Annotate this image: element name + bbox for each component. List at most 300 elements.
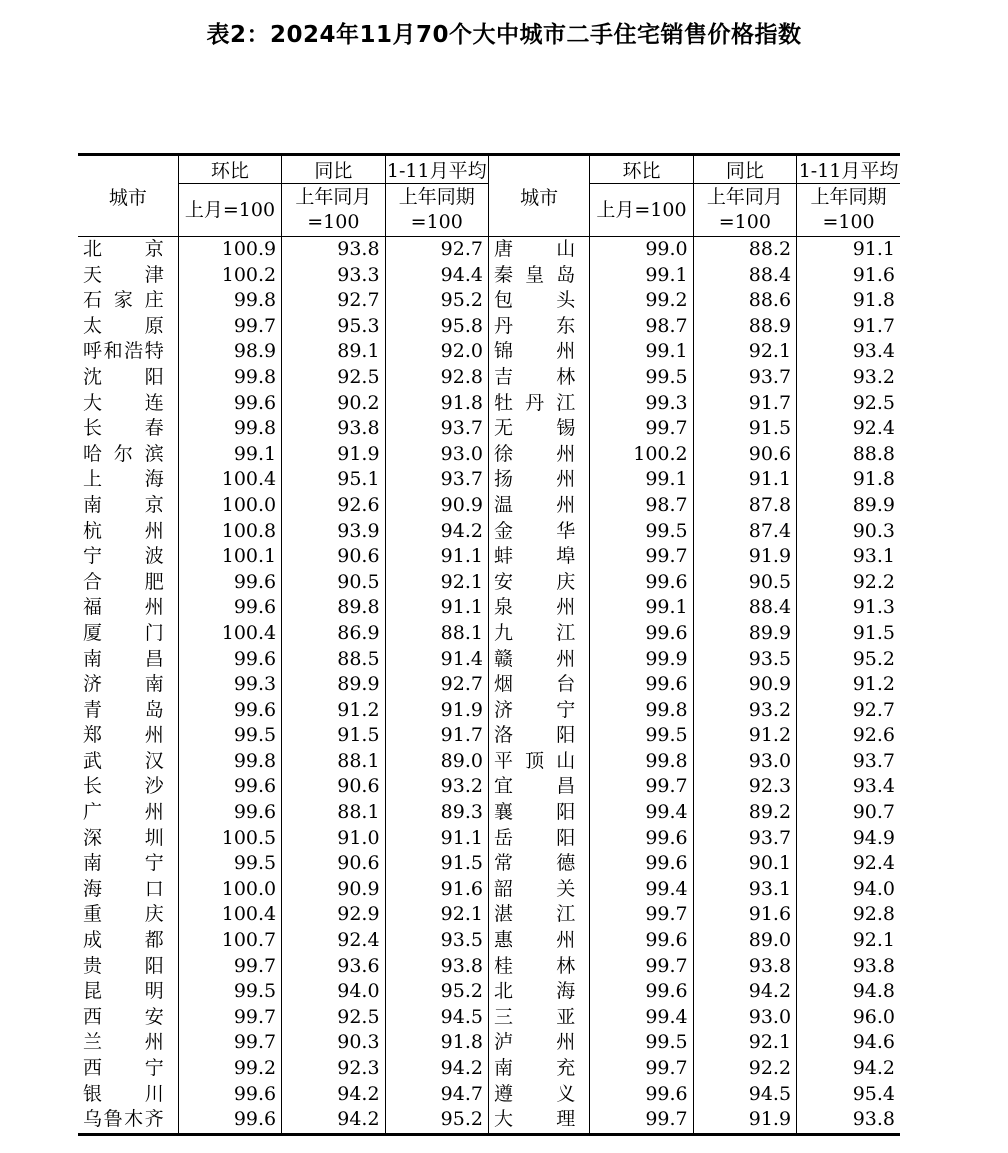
cell-avg-left: 91.8 xyxy=(385,391,488,417)
cell-mom-right: 99.5 xyxy=(590,723,693,749)
cell-city-left: 上海 xyxy=(83,468,164,491)
cell-mom-left: 100.5 xyxy=(178,826,281,852)
cell-city-left: 石家庄 xyxy=(83,289,164,312)
cell-yoy-left: 86.9 xyxy=(282,621,385,647)
cell-avg-right: 90.7 xyxy=(797,800,900,826)
table-row xyxy=(78,237,900,263)
cell-avg-right: 95.4 xyxy=(797,1082,900,1108)
cell-yoy-left: 93.8 xyxy=(282,416,385,442)
cell-city-right: 无锡 xyxy=(488,416,589,442)
cell-mom-left: 99.6 xyxy=(178,698,281,724)
cell-avg-right: 90.3 xyxy=(797,519,900,545)
header-row-1 xyxy=(78,155,900,184)
cell-city-left: 大连 xyxy=(83,391,164,414)
cell-yoy-right: 89.2 xyxy=(693,800,796,826)
cell-city-right: 九江 xyxy=(488,621,589,647)
cell-avg-left: 92.0 xyxy=(385,339,488,365)
cell-yoy-left: 91.0 xyxy=(282,826,385,852)
cell-city-left: 厦门 xyxy=(83,621,164,644)
cell-mom-right: 99.9 xyxy=(590,647,693,673)
cell-city-right: 惠州 xyxy=(488,928,589,954)
cell-avg-right: 94.0 xyxy=(797,877,900,903)
cell-mom-right: 99.1 xyxy=(590,467,693,493)
cell-yoy-right: 93.7 xyxy=(693,365,796,391)
cell-mom-right: 99.6 xyxy=(590,672,693,698)
cell-avg-left: 94.5 xyxy=(385,1005,488,1031)
cell-city-left: 南宁 xyxy=(83,852,164,875)
cell-yoy-left: 93.8 xyxy=(282,237,385,263)
cell-yoy-right: 89.0 xyxy=(693,928,796,954)
cell-yoy-left: 92.5 xyxy=(282,365,385,391)
cell-mom-right: 99.5 xyxy=(590,519,693,545)
cell-mom-right: 99.6 xyxy=(590,928,693,954)
cell-city-right: 遵义 xyxy=(488,1082,589,1108)
cell-avg-left: 94.7 xyxy=(385,1082,488,1108)
table-row xyxy=(78,595,900,621)
cell-mom-left: 99.5 xyxy=(178,979,281,1005)
cell-avg-right: 91.7 xyxy=(797,314,900,340)
cell-yoy-left: 90.5 xyxy=(282,570,385,596)
cell-city-left: 西宁 xyxy=(83,1057,164,1079)
cell-avg-right: 88.8 xyxy=(797,442,900,468)
table-row xyxy=(78,672,900,698)
table-row xyxy=(78,1030,900,1056)
cell-mom-left: 99.7 xyxy=(178,954,281,980)
cell-city-right: 牡丹江 xyxy=(488,391,589,417)
cell-yoy-left: 94.0 xyxy=(282,979,385,1005)
cell-mom-left: 98.9 xyxy=(178,339,281,365)
table-row xyxy=(78,391,900,417)
table-row xyxy=(78,800,900,826)
cell-yoy-left: 90.3 xyxy=(282,1030,385,1056)
cell-mom-right: 99.1 xyxy=(590,339,693,365)
cell-mom-left: 99.6 xyxy=(178,570,281,596)
table-row xyxy=(78,339,900,365)
cell-city-left: 杭州 xyxy=(83,519,164,542)
cell-avg-left: 94.4 xyxy=(385,263,488,289)
cell-mom-right: 99.4 xyxy=(590,877,693,903)
cell-avg-left: 94.2 xyxy=(385,519,488,545)
cell-city-right: 洛阳 xyxy=(488,723,589,749)
header-avg-right: 1-11月平均 xyxy=(797,155,900,184)
header-yoy-base-left: 上年同月 =100 xyxy=(282,184,385,237)
cell-yoy-right: 91.9 xyxy=(693,544,796,570)
cell-yoy-right: 93.0 xyxy=(693,749,796,775)
cell-mom-right: 99.0 xyxy=(590,237,693,263)
cell-avg-left: 95.2 xyxy=(385,1107,488,1134)
cell-yoy-right: 93.7 xyxy=(693,826,796,852)
cell-avg-right: 91.6 xyxy=(797,263,900,289)
cell-city-right: 岳阳 xyxy=(488,826,589,852)
cell-yoy-right: 93.5 xyxy=(693,647,796,673)
table-row xyxy=(78,1056,900,1082)
cell-mom-left: 100.8 xyxy=(178,519,281,545)
cell-yoy-left: 89.9 xyxy=(282,672,385,698)
cell-mom-left: 99.6 xyxy=(178,595,281,621)
cell-city-right: 安庆 xyxy=(488,570,589,596)
table-row xyxy=(78,954,900,980)
cell-mom-right: 99.6 xyxy=(590,851,693,877)
cell-avg-right: 93.1 xyxy=(797,544,900,570)
cell-yoy-right: 91.6 xyxy=(693,902,796,928)
cell-city-left: 福州 xyxy=(83,596,164,619)
header-city-right: 城市 xyxy=(488,155,589,237)
cell-city-left: 合肥 xyxy=(83,570,164,593)
cell-yoy-left: 90.6 xyxy=(282,851,385,877)
cell-avg-left: 92.7 xyxy=(385,672,488,698)
header-yoy-base-right: 上年同月 =100 xyxy=(693,184,796,237)
cell-mom-right: 98.7 xyxy=(590,314,693,340)
cell-avg-right: 89.9 xyxy=(797,493,900,519)
table-row xyxy=(78,1107,900,1134)
cell-avg-right: 95.2 xyxy=(797,647,900,673)
table-row xyxy=(78,826,900,852)
cell-avg-right: 92.8 xyxy=(797,902,900,928)
table-row xyxy=(78,851,900,877)
cell-mom-left: 99.7 xyxy=(178,1005,281,1031)
cell-yoy-right: 93.8 xyxy=(693,954,796,980)
cell-city-left: 银川 xyxy=(83,1082,164,1105)
cell-avg-left: 91.9 xyxy=(385,698,488,724)
table-row xyxy=(78,877,900,903)
cell-yoy-left: 90.6 xyxy=(282,774,385,800)
cell-city-right: 桂林 xyxy=(488,954,589,980)
cell-yoy-left: 93.9 xyxy=(282,519,385,545)
cell-city-right: 平顶山 xyxy=(488,749,589,775)
cell-yoy-left: 90.2 xyxy=(282,391,385,417)
cell-yoy-right: 90.6 xyxy=(693,442,796,468)
cell-yoy-left: 91.2 xyxy=(282,698,385,724)
cell-mom-left: 99.2 xyxy=(178,1056,281,1082)
cell-mom-left: 100.1 xyxy=(178,544,281,570)
cell-city-right: 金华 xyxy=(488,519,589,545)
cell-mom-left: 99.6 xyxy=(178,391,281,417)
cell-avg-left: 91.4 xyxy=(385,647,488,673)
cell-city-right: 锦州 xyxy=(488,339,589,365)
cell-yoy-right: 88.6 xyxy=(693,288,796,314)
cell-yoy-left: 90.6 xyxy=(282,544,385,570)
cell-avg-left: 93.5 xyxy=(385,928,488,954)
cell-yoy-right: 93.2 xyxy=(693,698,796,724)
cell-mom-left: 100.4 xyxy=(178,467,281,493)
cell-avg-left: 91.1 xyxy=(385,595,488,621)
cell-avg-right: 92.4 xyxy=(797,416,900,442)
cell-mom-right: 99.1 xyxy=(590,263,693,289)
cell-mom-right: 99.6 xyxy=(590,826,693,852)
cell-yoy-left: 92.6 xyxy=(282,493,385,519)
cell-mom-right: 99.8 xyxy=(590,749,693,775)
cell-avg-left: 91.1 xyxy=(385,544,488,570)
cell-city-left: 沈阳 xyxy=(83,365,164,388)
cell-yoy-right: 93.0 xyxy=(693,1005,796,1031)
header-avg-left: 1-11月平均 xyxy=(385,155,488,184)
cell-city-left: 乌鲁木齐 xyxy=(83,1108,164,1131)
table-row xyxy=(78,467,900,493)
cell-yoy-left: 90.9 xyxy=(282,877,385,903)
cell-mom-left: 99.8 xyxy=(178,365,281,391)
cell-avg-right: 92.7 xyxy=(797,698,900,724)
table-row xyxy=(78,493,900,519)
cell-city-right: 济宁 xyxy=(488,698,589,724)
cell-avg-right: 91.3 xyxy=(797,595,900,621)
cell-city-left: 兰州 xyxy=(83,1031,164,1054)
cell-yoy-right: 92.2 xyxy=(693,1056,796,1082)
cell-yoy-left: 92.4 xyxy=(282,928,385,954)
cell-mom-left: 99.6 xyxy=(178,1107,281,1134)
cell-yoy-right: 92.1 xyxy=(693,1030,796,1056)
cell-mom-left: 100.7 xyxy=(178,928,281,954)
cell-city-left: 长春 xyxy=(83,417,164,440)
cell-avg-right: 93.8 xyxy=(797,954,900,980)
cell-avg-left: 91.8 xyxy=(385,1030,488,1056)
cell-city-left: 呼和浩特 xyxy=(83,340,164,363)
cell-mom-left: 99.6 xyxy=(178,1082,281,1108)
cell-city-left: 青岛 xyxy=(83,698,164,721)
cell-yoy-left: 88.1 xyxy=(282,749,385,775)
cell-yoy-right: 90.9 xyxy=(693,672,796,698)
cell-yoy-left: 93.3 xyxy=(282,263,385,289)
cell-avg-left: 93.0 xyxy=(385,442,488,468)
cell-yoy-left: 95.1 xyxy=(282,467,385,493)
cell-city-right: 湛江 xyxy=(488,902,589,928)
table-body xyxy=(78,237,900,1135)
cell-city-right: 徐州 xyxy=(488,442,589,468)
cell-mom-right: 99.6 xyxy=(590,570,693,596)
cell-avg-right: 92.6 xyxy=(797,723,900,749)
cell-yoy-right: 94.5 xyxy=(693,1082,796,1108)
cell-yoy-left: 89.1 xyxy=(282,339,385,365)
header-mom-base-left: 上月=100 xyxy=(178,184,281,237)
cell-city-left: 重庆 xyxy=(83,903,164,926)
cell-avg-right: 92.5 xyxy=(797,391,900,417)
cell-city-left: 南昌 xyxy=(83,647,164,670)
header-yoy-left: 同比 xyxy=(282,155,385,184)
cell-avg-right: 92.1 xyxy=(797,928,900,954)
cell-city-right: 唐山 xyxy=(488,237,589,263)
cell-yoy-right: 89.9 xyxy=(693,621,796,647)
cell-mom-left: 100.0 xyxy=(178,493,281,519)
cell-city-left: 昆明 xyxy=(83,980,164,1003)
table-row xyxy=(78,979,900,1005)
cell-yoy-left: 92.5 xyxy=(282,1005,385,1031)
cell-mom-right: 99.6 xyxy=(590,1082,693,1108)
cell-city-right: 包头 xyxy=(488,288,589,314)
page-title: 表2：2024年11月70个大中城市二手住宅销售价格指数 xyxy=(206,22,802,48)
cell-yoy-right: 91.7 xyxy=(693,391,796,417)
cell-mom-right: 99.2 xyxy=(590,288,693,314)
header-yoy-right: 同比 xyxy=(693,155,796,184)
cell-yoy-left: 92.3 xyxy=(282,1056,385,1082)
cell-mom-left: 100.2 xyxy=(178,263,281,289)
cell-mom-right: 99.6 xyxy=(590,979,693,1005)
cell-avg-right: 94.8 xyxy=(797,979,900,1005)
cell-avg-left: 90.9 xyxy=(385,493,488,519)
cell-avg-right: 93.2 xyxy=(797,365,900,391)
cell-mom-left: 99.8 xyxy=(178,288,281,314)
cell-mom-left: 99.5 xyxy=(178,851,281,877)
cell-city-right: 秦皇岛 xyxy=(488,263,589,289)
cell-yoy-left: 94.2 xyxy=(282,1107,385,1134)
cell-mom-left: 99.7 xyxy=(178,314,281,340)
cell-avg-right: 91.8 xyxy=(797,467,900,493)
cell-yoy-right: 87.4 xyxy=(693,519,796,545)
cell-avg-left: 89.0 xyxy=(385,749,488,775)
cell-mom-left: 99.6 xyxy=(178,774,281,800)
cell-city-right: 蚌埠 xyxy=(488,544,589,570)
table-row xyxy=(78,544,900,570)
cell-yoy-left: 95.3 xyxy=(282,314,385,340)
cell-city-left: 成都 xyxy=(83,929,164,952)
cell-avg-left: 92.1 xyxy=(385,570,488,596)
cell-city-right: 烟台 xyxy=(488,672,589,698)
cell-mom-right: 99.5 xyxy=(590,1030,693,1056)
cell-avg-left: 92.7 xyxy=(385,237,488,263)
cell-mom-left: 100.4 xyxy=(178,902,281,928)
cell-mom-right: 99.7 xyxy=(590,954,693,980)
cell-yoy-left: 94.2 xyxy=(282,1082,385,1108)
cell-mom-left: 99.7 xyxy=(178,1030,281,1056)
table-row xyxy=(78,288,900,314)
table-row xyxy=(78,621,900,647)
cell-avg-right: 92.2 xyxy=(797,570,900,596)
cell-city-right: 常德 xyxy=(488,851,589,877)
header-avg-base-right: 上年同期 =100 xyxy=(797,184,900,237)
cell-avg-right: 96.0 xyxy=(797,1005,900,1031)
cell-avg-right: 91.1 xyxy=(797,237,900,263)
cell-mom-right: 99.5 xyxy=(590,365,693,391)
cell-mom-left: 99.8 xyxy=(178,749,281,775)
cell-mom-left: 99.8 xyxy=(178,416,281,442)
table-row xyxy=(78,928,900,954)
cell-city-right: 南充 xyxy=(488,1056,589,1082)
cell-city-left: 西安 xyxy=(83,1005,164,1028)
table-row xyxy=(78,1082,900,1108)
cell-city-left: 哈尔滨 xyxy=(83,442,164,465)
cell-yoy-left: 91.5 xyxy=(282,723,385,749)
header-avg-base-left: 上年同期 =100 xyxy=(385,184,488,237)
cell-avg-right: 93.4 xyxy=(797,339,900,365)
table-row xyxy=(78,749,900,775)
cell-mom-right: 99.7 xyxy=(590,774,693,800)
cell-yoy-right: 88.9 xyxy=(693,314,796,340)
cell-avg-left: 93.7 xyxy=(385,467,488,493)
cell-mom-left: 99.1 xyxy=(178,442,281,468)
cell-city-left: 太原 xyxy=(83,314,164,337)
cell-avg-left: 95.2 xyxy=(385,979,488,1005)
cell-yoy-left: 92.9 xyxy=(282,902,385,928)
cell-mom-right: 99.7 xyxy=(590,416,693,442)
cell-yoy-left: 89.8 xyxy=(282,595,385,621)
cell-yoy-left: 88.1 xyxy=(282,800,385,826)
cell-city-left: 广州 xyxy=(83,801,164,824)
cell-mom-left: 99.5 xyxy=(178,723,281,749)
cell-mom-left: 100.4 xyxy=(178,621,281,647)
cell-avg-left: 91.5 xyxy=(385,851,488,877)
table-row xyxy=(78,365,900,391)
cell-mom-right: 99.7 xyxy=(590,544,693,570)
price-index-table xyxy=(78,153,900,1136)
cell-mom-right: 98.7 xyxy=(590,493,693,519)
cell-mom-right: 99.7 xyxy=(590,1056,693,1082)
cell-mom-left: 99.6 xyxy=(178,647,281,673)
cell-avg-right: 91.8 xyxy=(797,288,900,314)
cell-city-right: 襄阳 xyxy=(488,800,589,826)
cell-avg-left: 92.1 xyxy=(385,902,488,928)
cell-yoy-right: 91.9 xyxy=(693,1107,796,1134)
cell-yoy-right: 87.8 xyxy=(693,493,796,519)
cell-avg-left: 91.7 xyxy=(385,723,488,749)
table-row xyxy=(78,416,900,442)
cell-city-right: 韶关 xyxy=(488,877,589,903)
cell-mom-right: 99.7 xyxy=(590,902,693,928)
cell-avg-right: 94.9 xyxy=(797,826,900,852)
cell-avg-right: 91.2 xyxy=(797,672,900,698)
cell-city-right: 扬州 xyxy=(488,467,589,493)
cell-avg-left: 95.2 xyxy=(385,288,488,314)
cell-yoy-right: 92.1 xyxy=(693,339,796,365)
cell-city-right: 温州 xyxy=(488,493,589,519)
cell-avg-right: 93.8 xyxy=(797,1107,900,1134)
cell-avg-left: 93.7 xyxy=(385,416,488,442)
table-row xyxy=(78,314,900,340)
cell-avg-right: 92.4 xyxy=(797,851,900,877)
table-row xyxy=(78,1005,900,1031)
cell-avg-left: 95.8 xyxy=(385,314,488,340)
cell-avg-left: 92.8 xyxy=(385,365,488,391)
cell-avg-left: 91.1 xyxy=(385,826,488,852)
cell-yoy-right: 90.5 xyxy=(693,570,796,596)
cell-city-left: 贵阳 xyxy=(83,954,164,977)
cell-mom-right: 99.3 xyxy=(590,391,693,417)
cell-yoy-right: 88.4 xyxy=(693,263,796,289)
cell-city-left: 北京 xyxy=(83,238,164,260)
cell-avg-right: 93.4 xyxy=(797,774,900,800)
cell-mom-right: 99.4 xyxy=(590,800,693,826)
cell-yoy-left: 93.6 xyxy=(282,954,385,980)
cell-yoy-right: 88.4 xyxy=(693,595,796,621)
cell-yoy-right: 90.1 xyxy=(693,851,796,877)
cell-avg-left: 93.8 xyxy=(385,954,488,980)
cell-city-right: 丹东 xyxy=(488,314,589,340)
cell-mom-right: 99.6 xyxy=(590,621,693,647)
header-city-left: 城市 xyxy=(108,186,147,209)
cell-yoy-right: 91.2 xyxy=(693,723,796,749)
cell-city-left: 海口 xyxy=(83,877,164,900)
cell-mom-right: 99.8 xyxy=(590,698,693,724)
cell-city-left: 南京 xyxy=(83,493,164,516)
header-mom-base-right: 上月=100 xyxy=(590,184,693,237)
cell-mom-left: 99.6 xyxy=(178,800,281,826)
cell-avg-right: 93.7 xyxy=(797,749,900,775)
cell-mom-left: 99.3 xyxy=(178,672,281,698)
cell-city-right: 泉州 xyxy=(488,595,589,621)
cell-city-right: 吉林 xyxy=(488,365,589,391)
cell-city-left: 武汉 xyxy=(83,749,164,772)
header-mom-right: 环比 xyxy=(590,155,693,184)
cell-yoy-right: 92.3 xyxy=(693,774,796,800)
table-row xyxy=(78,774,900,800)
cell-avg-right: 94.6 xyxy=(797,1030,900,1056)
cell-yoy-left: 88.5 xyxy=(282,647,385,673)
cell-city-left: 郑州 xyxy=(83,724,164,747)
cell-city-right: 赣州 xyxy=(488,647,589,673)
cell-yoy-right: 91.1 xyxy=(693,467,796,493)
cell-city-left: 济南 xyxy=(83,673,164,696)
table-row xyxy=(78,723,900,749)
cell-city-left: 长沙 xyxy=(83,775,164,798)
table-row xyxy=(78,519,900,545)
cell-avg-right: 91.5 xyxy=(797,621,900,647)
